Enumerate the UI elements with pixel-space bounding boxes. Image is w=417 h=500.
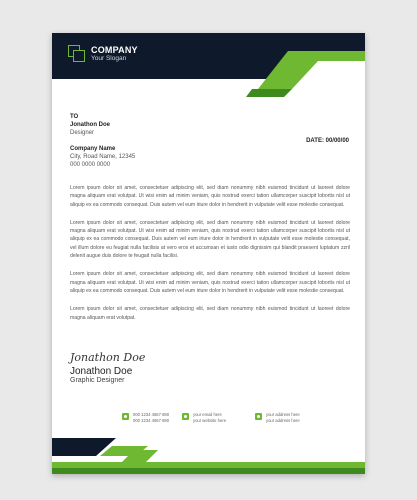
contact-email-line2: your website here [193,418,227,423]
location-icon [255,413,262,420]
contact-bar [52,412,365,432]
recipient-role: Designer [70,130,95,136]
contact-phone [122,412,169,424]
company-slogan: Your Slogan [91,55,127,62]
contact-email [182,412,226,424]
contact-address-line2: your address here [266,418,300,423]
to-label: TO [70,114,79,120]
paragraph: Lorem ipsum dolor sit amet, consectetuer adipiscing elit, sed diam nonummy nibh euismod tincidunt ut laoreet dolore magna aliquam erat volutpat. Ut wisi enim ad minim veniam, quis nostrud exerci tation ullamcorper suscipit lobortis nisl ut aliquip ex ea commodo consequat. Duis autem vel eum iriure dolor in hendrerit in vulputate velit esse molestie consequat. [70,271,350,294]
recipient-block [70,113,135,169]
contact-phone-line2: 000 1234 4567 890 [133,418,170,423]
signature-script: Jonathon Doe [70,351,146,364]
signer-title: Graphic Designer [70,377,125,384]
signer-name: Jonathon Doe [70,366,133,377]
paragraph: Lorem ipsum dolor sit amet, consectetuer adipiscing elit, sed diam nonummy nibh euismod tincidunt ut laoreet dolore magna aliquam erat volutpat. Ut wisi enim ad minim veniam, quis nostrud exerci tation ullamcorper suscipit lobortis nisl ut aliquip ex ea commodo consequat. Duis autem vel eum iriure dolor in hendrerit in vulputate velit esse molestie consequat. [70,185,350,208]
contact-email-line1: your email here [193,412,222,417]
company-logo [68,45,138,63]
contact-address [255,412,300,424]
company-name: COMPANY [91,45,138,55]
phone-icon [122,413,129,420]
logo-icon [68,45,86,63]
letter-date: DATE: 00/00/00 [306,138,349,144]
contact-address-line1: your address here [266,412,300,417]
recipient-name: Jonathon Doe [70,122,110,128]
contact-phone-line1: 000 1234 4567 890 [133,412,170,417]
recipient-company: Company Name [70,146,116,152]
paragraph: Lorem ipsum dolor sit amet, consectetuer adipiscing elit, sed diam nonummy nibh euismod tincidunt ut laoreet dolore magna aliquam erat volutpat. Ut wisi enim ad minim veniam, quis nostrud exerci tation ullamcorper suscipit lobortis nisl ut aliquip ex ea commodo consequat. Duis autem vel eum iriure dolor in hendrerit in vulputate velit esse molestie consequat, vel illum dolore eu feugiat nulla facilisis at vero eros et accumsan et iusto odio dignissim qui blandit praesent luptatum zzril delenit augue duis dolore te feugait nulla facilisi. [70,219,350,260]
email-icon [182,413,189,420]
recipient-address: City, Road Name, 12345 [70,154,136,160]
footer-decoration [52,432,365,474]
paragraph: Lorem ipsum dolor sit amet, consectetuer adipiscing elit, sed diam nonummy nibh euismod tincidunt ut laoreet dolore magna aliquam erat volutpat. [70,306,350,321]
recipient-phone: 000 0000 0000 [70,162,111,168]
letter-body [70,184,350,332]
letterhead-page [52,33,365,474]
